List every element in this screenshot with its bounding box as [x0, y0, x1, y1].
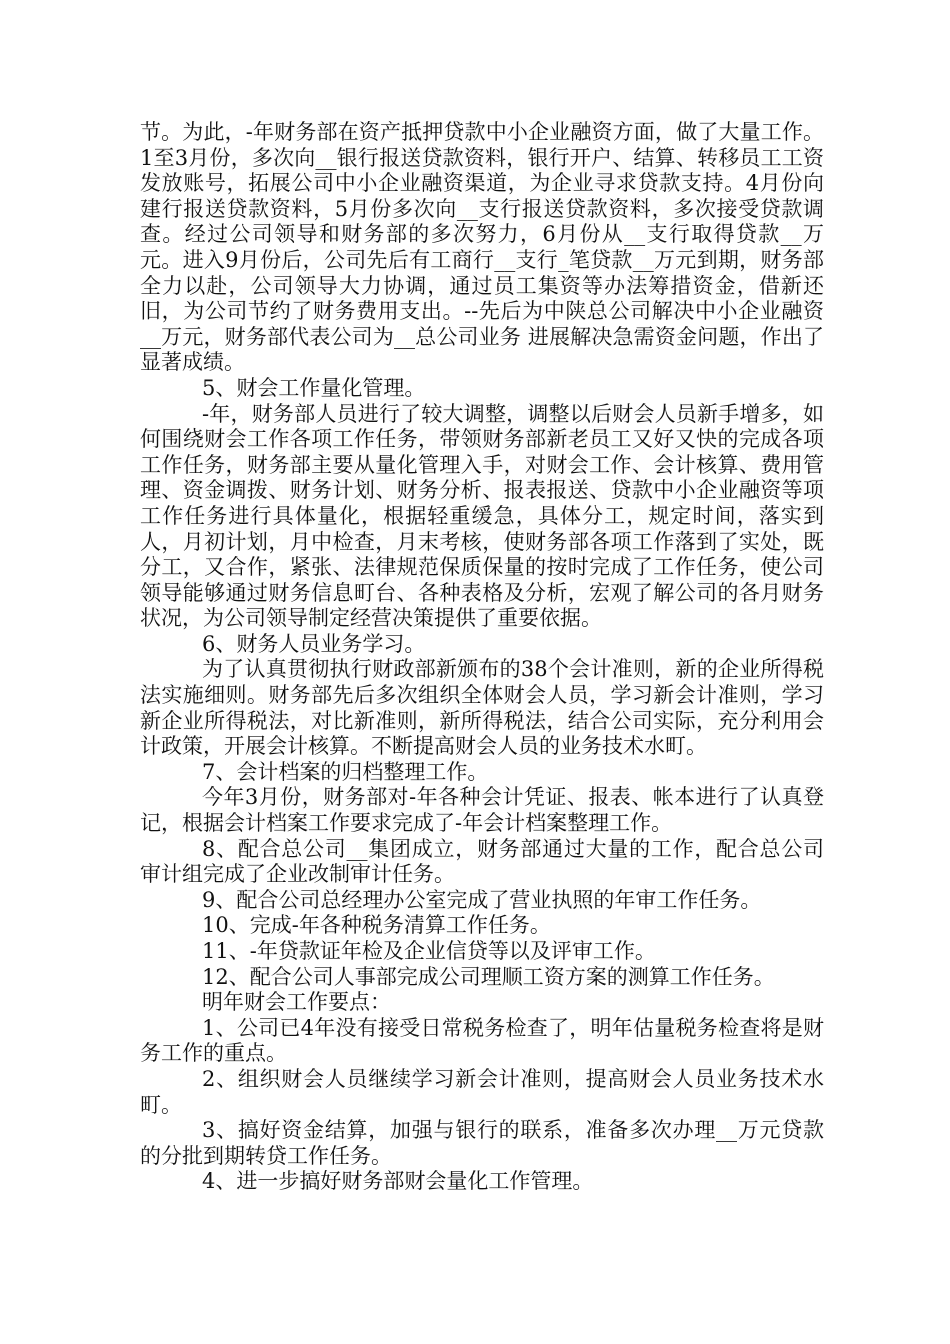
point-tax-inspection: 1、公司已4年没有接受日常税务检查了，明年估量税务检查将是财务工作的重点。 [140, 1015, 824, 1066]
heading-next-year-points: 明年财会工作要点： [202, 990, 391, 1015]
paragraph-financing: 节。为此，-年财务部在资产抵押贷款中小企业融资方面，做了大量工作。1至3月份，多次向__银行报送贷款资料，银行开户、结算、转移员工工资发放账号，拓展公司中小企业融资渠道，为企业寻求贷款支持。4月份向建行报送贷款资料，5月份多次向__支行报送贷款资料，多次接受贷款调查。经过公司领导和财务部的多次努力，6月份从__支行取得贷款__万元。进入9月份后，公司先后有工商行__支行_笔贷款__万元到期，财务部全力以赴，公司领导大力协调，通过员工集资等办法筹措资金，借新还旧，为公司节约了财务费用支出。--先后为中陕总公司解决中小企业融资__万元，财务部代表公司为__总公司业务 进展解决急需资金问题，作出了显著成绩。 [140, 120, 824, 375]
point-fund-settlement: 3、搞好资金结算，加强与银行的联系，准备多次办理__万元贷款的分批到期转贷工作任务。 [140, 1118, 824, 1168]
heading-staff-study: 6、财务人员业务学习。 [202, 631, 426, 656]
paragraph-staff-study: 为了认真贯彻执行财政部新颁布的38个会计准则，新的企业所得税法实施细则。财务部先后多次组织全体财会人员，学习新会计准则，学习新企业所得税法，对比新准则，新所得税法，结合公司实际，充分利用会计政策，开展会计核算。不断提高财会人员的业务技术水町。 [140, 657, 824, 759]
heading-quantified-management: 5、财会工作量化管理。 [202, 375, 426, 400]
heading-archive-filing: 7、会计档案的归档整理工作。 [202, 759, 489, 784]
item-group-restructure: 8、配合总公司__集团成立，财务部通过大量的工作，配合总公司审计组完成了企业改制审计任务。 [140, 836, 824, 887]
point-quantified-management: 4、进一步搞好财务部财会量化工作管理。 [202, 1169, 594, 1194]
item-license-review: 9、配合公司总经理办公室完成了营业执照的年审工作任务。 [202, 887, 762, 912]
item-tax-clearance: 10、完成-年各种税务清算工作任务。 [202, 913, 551, 938]
paragraph-quantified-management: -年，财务部人员进行了较大调整，调整以后财会人员新手增多，如何围绕财会工作各项工作任务，带领财务部新老员工又好又快的完成各项工作任务，财务部主要从量化管理入手，对财会工作、会计核算、费用管理、资金调拨、财务计划、财务分析、报表报送、贷款中小企业融资等项工作任务进行具体量化，根据轻重缓急，具体分工，规定时间，落实到人，月初计划，月中检查，月末考核，使财务部各项工作落到了实处，既分工，又合作，紧张、法律规范保质保量的按时完成了工作任务，使公司领导能够通过财务信息町台、各种表格及分析，宏观了解公司的各月财务状况，为公司领导制定经营决策提供了重要依据。 [140, 401, 824, 631]
point-accounting-study: 2、组织财会人员继续学习新会计准则，提高财会人员业务技术水町。 [140, 1066, 824, 1117]
document-body [140, 120, 824, 1195]
item-loan-certificate: 11、-年贷款证年检及企业信贷等以及评审工作。 [202, 939, 656, 963]
paragraph-archive-filing: 今年3月份，财务部对-年各种会计凭证、报表、帐本进行了认真登记，根据会计档案工作要求完成了-年会计档案整理工作。 [140, 785, 824, 836]
item-salary-plan: 12、配合公司人事部完成公司理顺工资方案的测算工作任务。 [202, 964, 775, 989]
